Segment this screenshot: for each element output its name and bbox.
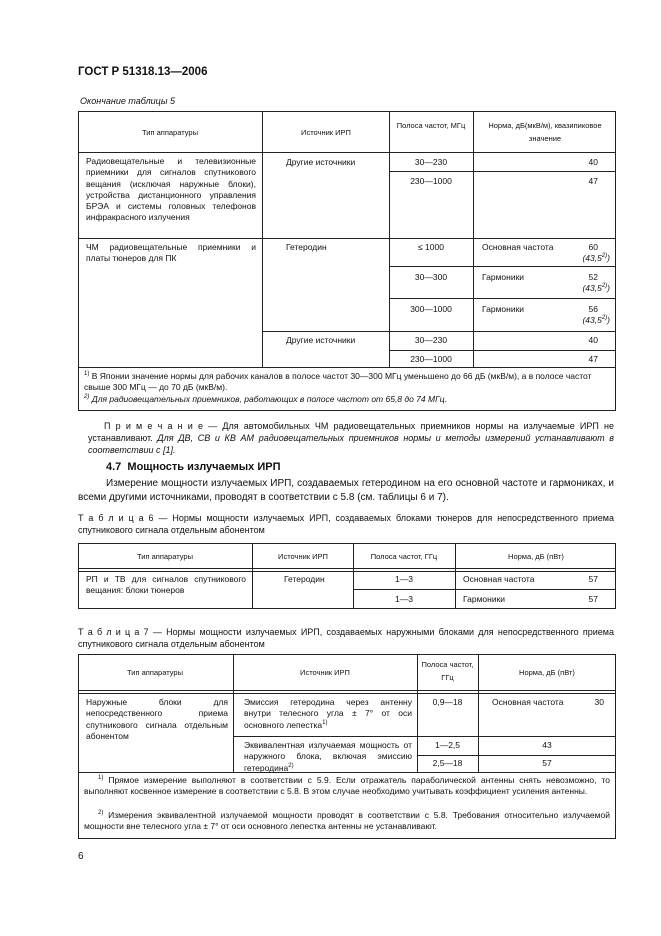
t5-row2-norm: 60 xyxy=(588,242,598,252)
note: П р и м е ч а н и е — Для автомобильных ЧМ радиовещательных приемников нормы на излучаемые ИРП не устанавливают. Для ДВ, СВ и КВ АМ радиовещательных приемников нормы и методы измерений устанавливают в соответствии с [1]. xyxy=(88,421,614,455)
t5-row2-norm-label: Основная частота xyxy=(482,242,554,252)
t7-header-norm: Норма, дБ (пВт) xyxy=(519,668,575,677)
t5-row2-source-lo: Гетеродин xyxy=(286,242,327,252)
t5-row2-norm-alt: (43,5$^{2)}$) xyxy=(582,315,610,325)
t7-type: Наружные блоки для непосредственного приема спутникового сигнала отдельным абонентом xyxy=(86,697,228,741)
t6-header-source: Источник ИРП xyxy=(278,552,328,561)
t7-band: 0,9—18 xyxy=(432,697,463,707)
t5-header-type: Тип аппаратуры xyxy=(142,128,198,137)
t5-row1-band: 30—230 xyxy=(414,157,448,167)
t7-band: 2,5—18 xyxy=(432,758,463,768)
t7-footnote-1: $^{1)}$ Прямое измерение выполняют в соответствии с 5.9. Если отражатель параболической антенны снять невозможно, то выполняют косвенное измерение в соответствии с 5.8. В этом случае необходимо учитывать коэффициент усиления антенны. xyxy=(84,775,610,797)
table6-caption: Т а б л и ц а 6 — Нормы мощности излучаемых ИРП, создаваемых блоками тюнеров для непосредственного приема спутникового сигнала отдельным абонентом xyxy=(78,513,614,535)
t5-row1-band: 230—1000 xyxy=(410,176,452,186)
t5-row2-norm: 40 xyxy=(588,335,598,345)
t5-row2-band: ≤ 1000 xyxy=(418,242,444,252)
t5-row2-type: ЧМ радиовещательные приемники и платы тюнеров для ПК xyxy=(86,242,256,264)
table7-caption: Т а б л и ц а 7 — Нормы мощности излучаемых ИРП, создаваемых наружными блоками для непосредственного приема спутникового сигнала отдельным абонентом xyxy=(78,627,614,649)
t7-band: 1—2,5 xyxy=(434,740,461,750)
t7-norm-label: Основная частота xyxy=(492,697,564,707)
t5-row2-norm-alt: (43,5$^{2)}$) xyxy=(582,253,610,263)
t7-norm: 57 xyxy=(542,758,552,768)
t5-footnote-1: $^{1)}$ В Японии значение нормы для рабочих каналов в полосе частот 30—300 МГц уменьшено до 66 дБ (мкВ/м), а в полосе частот свыше 300 МГц — до 70 дБ (мкВ/м). xyxy=(84,371,592,393)
t6-norm-label: Основная частота xyxy=(463,574,535,584)
t5-row2-band: 30—230 xyxy=(414,335,448,345)
t5-row2-source-other: Другие источники xyxy=(286,335,356,345)
t5-row1-source: Другие источники xyxy=(286,157,356,167)
t7-header-source: Источник ИРП xyxy=(300,668,350,677)
t7-header-band: Полоса частот, ГГц xyxy=(421,660,474,682)
t5-row2-band: 30—300 xyxy=(414,272,448,282)
t6-header-band: Полоса частот, ГГц xyxy=(370,552,438,561)
t5-row1-norm: 47 xyxy=(588,176,598,186)
table5-caption: Окончание таблицы 5 xyxy=(80,96,175,106)
t5-row2-band: 230—1000 xyxy=(410,354,452,364)
t7-header-type: Тип аппаратуры xyxy=(127,668,183,677)
t5-row1-type: Радиовещательные и телевизионные приемники для сигналов спутникового вещания (исключая наружные блоки), устройства дистанционного управления БРЭА и системы головных телефонов инфракрасного излучения xyxy=(86,156,256,223)
t7-norm: 43 xyxy=(542,740,552,750)
t7-norm: 30 xyxy=(594,697,604,707)
t6-norm: 57 xyxy=(588,574,598,584)
page-number: 6 xyxy=(78,851,84,862)
t7-source-2: Эквивалентная излучаемая мощность от наружного блока, включая эмиссию гетеродина$^{2)}$ xyxy=(244,740,412,773)
t5-header-band: Полоса частот, МГц xyxy=(396,121,466,130)
t5-row2-norm: 52 xyxy=(588,272,598,282)
t5-row2-norm: 56 xyxy=(588,304,598,314)
t5-row2-norm-alt: (43,5$^{2)}$) xyxy=(582,283,610,293)
t5-row2-band: 300—1000 xyxy=(410,304,452,314)
t7-source-1: Эмиссия гетеродина через антенну внутри телесного угла ± 7° от оси основного лепестка$^{1)}$ xyxy=(244,697,412,730)
t6-norm-label: Гармоники xyxy=(463,594,506,604)
t7-footnote-2: $^{2)}$ Измерения эквивалентной излучаемой мощности проводят в соответствии с 5.8. Требования относительно излучаемой мощности вне телесного угла ± 7° от оси основного лепестка антенны не устанавливают. xyxy=(84,810,610,832)
t6-type: РП и ТВ для сигналов спутникового вещания: блоки тюнеров xyxy=(86,574,246,596)
t6-header-type: Тип аппаратуры xyxy=(137,552,193,561)
t5-footnote-2: $^{2)}$ Для радиовещательных приемников, работающих в полосе частот от 65,8 до 74 МГц. xyxy=(84,394,447,404)
t6-source: Гетеродин xyxy=(284,574,325,584)
t6-band: 1—3 xyxy=(395,594,413,604)
t5-row2-norm: 47 xyxy=(588,354,598,364)
t5-row2-norm-label: Гармоники xyxy=(482,304,525,314)
t5-row2-norm-label: Гармоники xyxy=(482,272,525,282)
document-code: ГОСТ Р 51318.13—2006 xyxy=(78,66,208,78)
section-heading: 4.7 Мощность излучаемых ИРП xyxy=(106,461,281,473)
t5-header-norm: Норма, дБ(мкВ/м), квазипиковое значение xyxy=(488,121,602,143)
section-body: Измерение мощности излучаемых ИРП, создаваемых гетеродином на его основной частоте и гармониках, и всеми другими источниками, проводят в соответствии с 5.8 (см. таблицы 6 и 7). xyxy=(78,478,614,503)
t6-norm: 57 xyxy=(588,594,598,604)
t5-row1-norm: 40 xyxy=(588,157,598,167)
t6-band: 1—3 xyxy=(395,574,413,584)
t5-header-source: Источник ИРП xyxy=(301,128,351,137)
t6-header-norm: Норма, дБ (пВт) xyxy=(508,552,564,561)
